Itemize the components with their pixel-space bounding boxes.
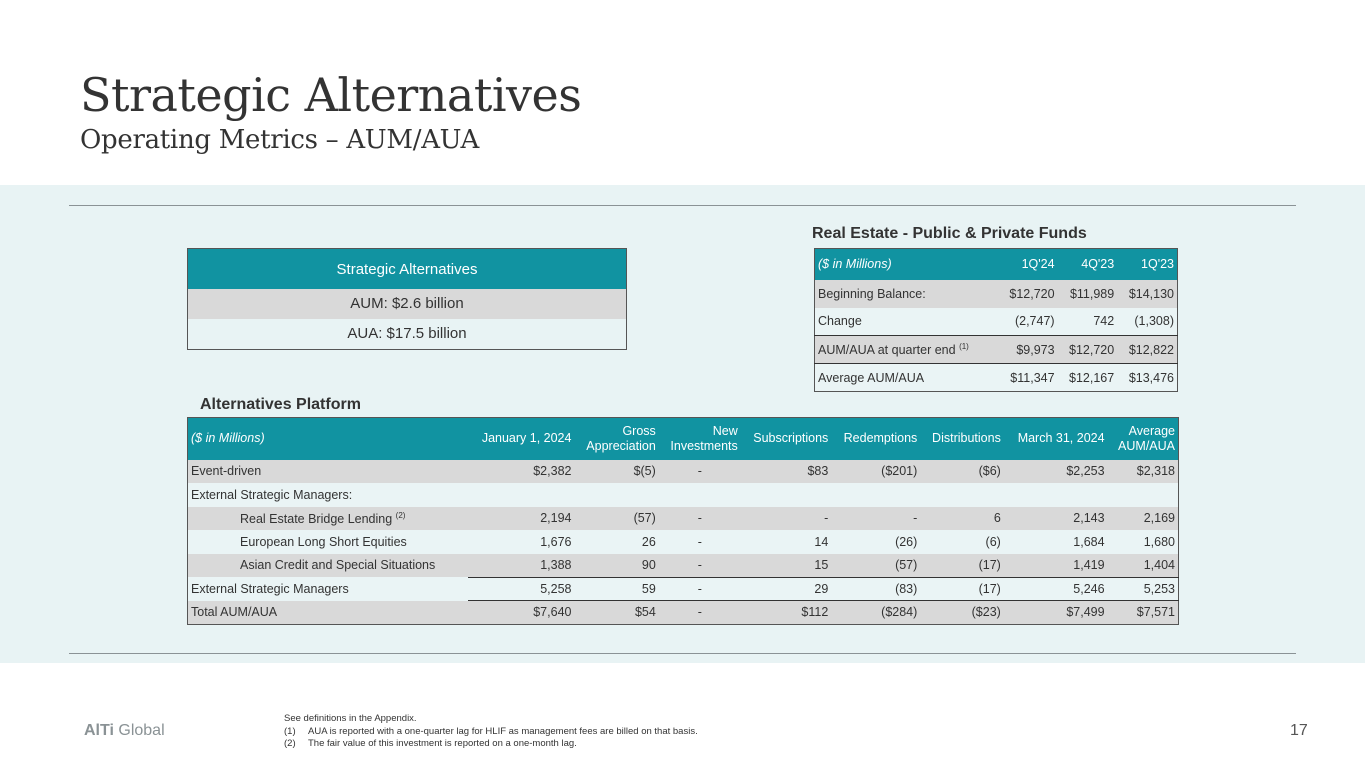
unit-label: ($ in Millions) (818, 257, 892, 272)
row-label: External Strategic Managers: (191, 487, 353, 502)
footnote-text: The fair value of this investment is reported on a one-month lag. (308, 738, 577, 749)
table-cell: 59 (574, 577, 658, 601)
footnote-ref: (2) (395, 510, 406, 520)
row-label: Change (818, 314, 862, 329)
summary-heading: Strategic Alternatives (188, 249, 626, 289)
logo-bold-text: AlTi (84, 722, 114, 739)
table-cell: $83 (807, 464, 829, 479)
page-number: 17 (1290, 722, 1308, 739)
table-row (188, 530, 1179, 554)
table-cell: $112 (741, 601, 832, 625)
table-cell: 26 (641, 534, 656, 549)
table-cell: $12,720 (1058, 336, 1118, 364)
bottom-divider (69, 653, 1296, 654)
page-subtitle: Operating Metrics – AUM/AUA (80, 125, 479, 155)
table-cell: $12,167 (1058, 364, 1118, 392)
row-label: Beginning Balance: (818, 286, 926, 301)
column-header: Subscriptions (753, 431, 829, 446)
table-cell: 2,169 (1143, 511, 1175, 526)
table-cell (574, 483, 658, 507)
row-label: European Long Short Equities (240, 534, 407, 549)
footnote-number: (1) (284, 725, 296, 737)
column-header: Distributions (932, 431, 1001, 446)
table-row (188, 601, 1179, 625)
row-label: External Strategic Managers (191, 581, 349, 596)
table-row (815, 336, 1178, 364)
row-label: Average AUM/AUA (815, 364, 998, 392)
table-cell: $2,253 (1066, 464, 1105, 479)
strategic-alternatives-summary (187, 248, 627, 350)
table-cell: 1,684 (1073, 534, 1105, 549)
table-cell: ($201) (881, 464, 918, 479)
table-cell: (1,308) (1134, 314, 1174, 329)
table-cell: 6 (993, 511, 1001, 526)
table-cell: 29 (741, 577, 832, 601)
table-cell: $(5) (633, 464, 656, 479)
table-cell: $7,499 (1004, 601, 1108, 625)
table-cell: $11,347 (998, 364, 1058, 392)
table-cell (1108, 483, 1179, 507)
footnote (284, 726, 698, 739)
alternatives-section-title: Alternatives Platform (200, 396, 361, 413)
table-cell: 2,194 (540, 511, 572, 526)
table-cell: 1,388 (540, 558, 572, 572)
table-cell: (57) (895, 558, 918, 572)
column-header: 1Q'24 (1021, 257, 1055, 272)
column-header: Redemptions (843, 431, 918, 446)
table-cell: - (824, 511, 829, 526)
summary-aua: AUA: $17.5 billion (188, 319, 626, 349)
table-cell: 5,246 (1004, 577, 1108, 601)
footnote-text: AUA is reported with a one-quarter lag for HLIF as management fees are billed on that basis. (308, 725, 698, 737)
footnote-ref: (1) (959, 342, 969, 351)
column-header: 1Q'23 (1141, 257, 1174, 272)
table-cell (659, 483, 741, 507)
table-cell: $14,130 (1128, 286, 1174, 301)
table-cell (920, 483, 1004, 507)
table-cell: ($23) (920, 601, 1004, 625)
table-cell: (2,747) (1014, 314, 1055, 329)
table-cell: $2,318 (1136, 464, 1175, 479)
company-logo (84, 722, 165, 740)
table-cell (1004, 483, 1108, 507)
page-title: Strategic Alternatives (80, 68, 582, 122)
footnote-number: (2) (284, 738, 296, 749)
alternatives-table (187, 417, 1179, 625)
table-cell: 15 (814, 558, 829, 572)
table-cell: 1,404 (1143, 558, 1175, 572)
footnotes (284, 713, 698, 751)
table-row (188, 577, 1179, 601)
real-estate-table (814, 248, 1178, 392)
table-cell: $7,571 (1108, 601, 1179, 625)
table-header-row (815, 249, 1178, 280)
table-row (188, 460, 1179, 484)
table-cell: $12,822 (1117, 336, 1177, 364)
table-cell: 2,143 (1073, 511, 1105, 526)
unit-label: ($ in Millions) (191, 431, 265, 446)
row-label: Total AUM/AUA (191, 605, 278, 619)
table-row (815, 280, 1178, 308)
table-cell: 5,253 (1108, 577, 1179, 601)
table-cell: ($284) (831, 601, 920, 625)
table-row (815, 364, 1178, 392)
table-cell: (17) (920, 577, 1004, 601)
footnote-intro: See definitions in the Appendix. (284, 713, 417, 724)
table-cell (831, 483, 920, 507)
row-label (188, 507, 468, 531)
table-cell: (17) (978, 558, 1001, 572)
table-cell: $2,382 (533, 464, 572, 479)
table-cell: 1,680 (1143, 534, 1175, 549)
table-cell: $7,640 (468, 601, 575, 625)
column-header: January 1, 2024 (481, 431, 572, 446)
table-cell: 14 (814, 534, 829, 549)
table-cell: 742 (1093, 314, 1115, 329)
table-cell: 1,419 (1073, 558, 1105, 572)
real-estate-section-title: Real Estate - Public & Private Funds (812, 225, 1087, 242)
table-cell: (6) (985, 534, 1001, 549)
top-divider (69, 205, 1296, 206)
logo-regular-text: Global (113, 722, 165, 739)
table-cell: $11,989 (1069, 286, 1115, 301)
table-row (815, 308, 1178, 336)
table-row (188, 483, 1179, 507)
column-header: March 31, 2024 (1017, 431, 1105, 446)
table-cell (468, 483, 575, 507)
table-cell: $13,476 (1117, 364, 1177, 392)
row-label: Asian Credit and Special Situations (240, 558, 436, 573)
table-cell: - (697, 558, 702, 572)
column-header: New Investments (670, 423, 738, 453)
table-cell: - (659, 601, 741, 625)
footnote (284, 738, 698, 751)
table-cell: - (697, 534, 702, 549)
table-cell: (26) (895, 534, 918, 549)
table-cell: $54 (574, 601, 658, 625)
row-label-text: AUM/AUA at quarter end (818, 343, 956, 357)
column-header: 4Q'23 (1081, 257, 1115, 272)
table-cell: (83) (831, 577, 920, 601)
row-label-text: Real Estate Bridge Lending (240, 511, 393, 526)
table-cell (741, 483, 832, 507)
table-header-row (188, 418, 1179, 460)
table-cell: - (697, 464, 702, 479)
table-cell: - (659, 577, 741, 601)
row-label (815, 336, 998, 364)
table-row (188, 507, 1179, 531)
table-cell: 90 (641, 558, 656, 572)
table-cell: 1,676 (540, 534, 572, 549)
table-cell: 5,258 (468, 577, 575, 601)
table-cell: $12,720 (1009, 286, 1055, 301)
column-header: Average AUM/AUA (1118, 423, 1175, 453)
table-cell: $9,973 (998, 336, 1058, 364)
table-cell: - (913, 511, 918, 526)
table-row (188, 554, 1179, 578)
summary-aum: AUM: $2.6 billion (188, 289, 626, 319)
row-label: Event-driven (191, 464, 262, 479)
column-header: Gross Appreciation (586, 423, 656, 453)
table-cell: - (697, 511, 702, 526)
table-cell: ($6) (978, 464, 1001, 479)
table-cell: (57) (633, 511, 656, 526)
